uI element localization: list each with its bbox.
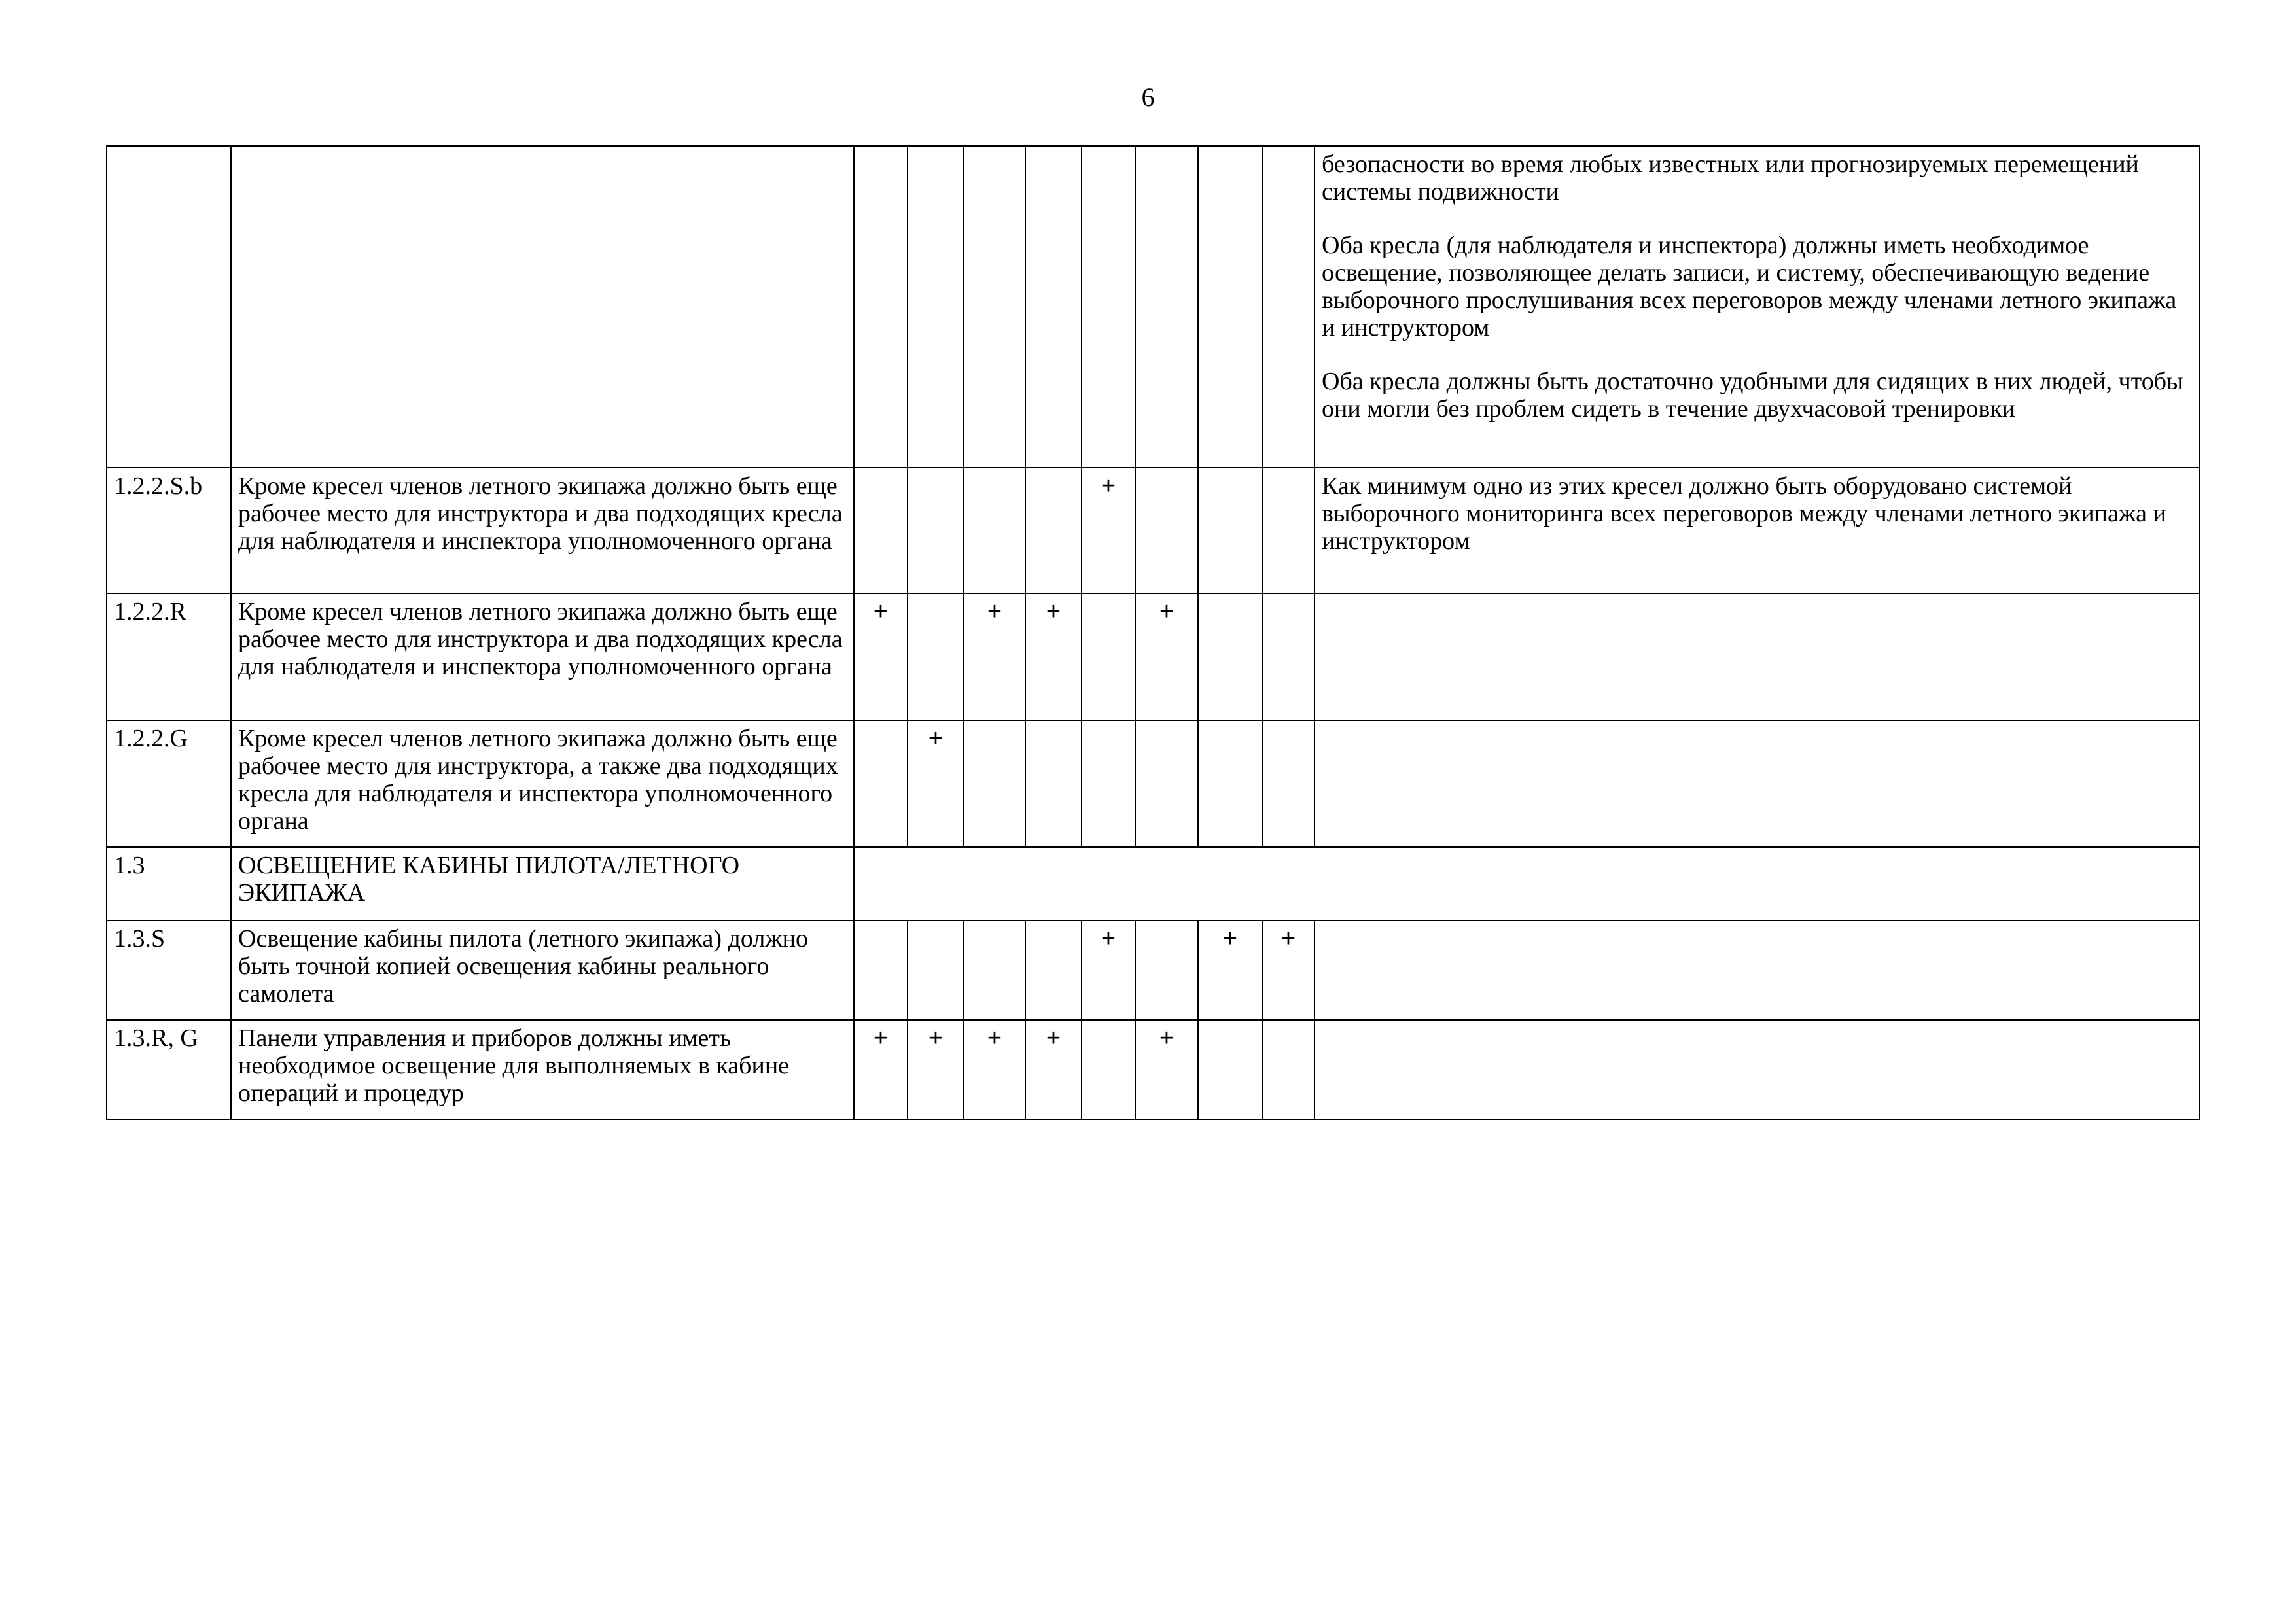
remark-paragraph: безопасности во время любых известных или прогнозируемых перемещений системы подвижности xyxy=(1322,150,2139,205)
remark-cell xyxy=(1315,720,2199,847)
code-cell: 1.2.2.S.b xyxy=(107,468,231,593)
section-row xyxy=(107,847,2199,920)
remark-cell xyxy=(1315,146,2199,468)
mark-cell xyxy=(1198,593,1262,720)
mark-cell xyxy=(854,146,908,468)
page-number: 6 xyxy=(1141,82,1155,112)
mark-cell: + xyxy=(1262,920,1315,1020)
section-title: ОСВЕЩЕНИЕ КАБИНЫ ПИЛОТА/ЛЕТНОГО ЭКИПАЖА xyxy=(231,847,854,920)
requirement-cell: Кроме кресел членов летного экипажа должно быть еще рабочее место для инструктора и два подходящих кресла для наблюдателя и инспектора уполномоченного органа xyxy=(231,468,854,593)
mark-cell xyxy=(1262,720,1315,847)
code-cell: 1.2.2.R xyxy=(107,593,231,720)
mark-cell xyxy=(1025,468,1082,593)
mark-cell: + xyxy=(1025,593,1082,720)
requirement-cell: Освещение кабины пилота (летного экипажа) должно быть точной копией освещения кабины реального самолета xyxy=(231,920,854,1020)
code-cell: 1.3 xyxy=(107,847,231,920)
mark-cell xyxy=(1135,920,1198,1020)
mark-cell: + xyxy=(964,593,1025,720)
table-row xyxy=(107,468,2199,593)
mark-cell xyxy=(964,920,1025,1020)
mark-cell xyxy=(908,146,964,468)
mark-cell xyxy=(1262,468,1315,593)
mark-cell: + xyxy=(908,1020,964,1119)
requirement-cell: Панели управления и приборов должны иметь необходимое освещение для выполняемых в кабине операций и процедур xyxy=(231,1020,854,1119)
table-row xyxy=(107,920,2199,1020)
mark-cell: + xyxy=(964,1020,1025,1119)
mark-cell xyxy=(1262,593,1315,720)
mark-cell xyxy=(1198,1020,1262,1119)
mark-cell xyxy=(1135,468,1198,593)
remark-cell xyxy=(1315,1020,2199,1119)
mark-cell: + xyxy=(854,1020,908,1119)
mark-cell xyxy=(1198,720,1262,847)
mark-cell xyxy=(1082,146,1135,468)
code-cell: 1.2.2.G xyxy=(107,720,231,847)
mark-cell xyxy=(854,720,908,847)
mark-cell xyxy=(1262,1020,1315,1119)
mark-cell xyxy=(1082,1020,1135,1119)
mark-cell xyxy=(854,920,908,1020)
mark-cell xyxy=(1082,720,1135,847)
mark-cell xyxy=(1198,468,1262,593)
mark-cell xyxy=(854,468,908,593)
mark-cell xyxy=(1135,146,1198,468)
mark-cell xyxy=(908,468,964,593)
mark-cell xyxy=(1025,920,1082,1020)
remark-paragraph: Оба кресла (для наблюдателя и инспектора) должны иметь необходимое освещение, позволяющее делать записи, и систему, обеспечивающую ведение выборочного прослушивания всех переговоров между членами летного экипажа и инструктором xyxy=(1322,232,2177,341)
mark-cell xyxy=(1262,146,1315,468)
table-row xyxy=(107,1020,2199,1119)
mark-cell xyxy=(1135,720,1198,847)
mark-cell: + xyxy=(1198,920,1262,1020)
mark-cell: + xyxy=(854,593,908,720)
mark-cell xyxy=(1025,146,1082,468)
mark-cell: + xyxy=(1135,593,1198,720)
table-row xyxy=(107,720,2199,847)
mark-cell xyxy=(964,720,1025,847)
mark-cell xyxy=(964,468,1025,593)
requirement-cell: Кроме кресел членов летного экипажа должно быть еще рабочее место для инструктора, а также два подходящих кресла для наблюдателя и инспектора уполномоченного органа xyxy=(231,720,854,847)
requirements-table xyxy=(106,145,2200,1120)
requirement-cell: Кроме кресел членов летного экипажа должно быть еще рабочее место для инструктора и два подходящих кресла для наблюдателя и инспектора уполномоченного органа xyxy=(231,593,854,720)
section-empty-cell xyxy=(854,847,2199,920)
remark-cell xyxy=(1315,920,2199,1020)
requirement-cell xyxy=(231,146,854,468)
mark-cell: + xyxy=(1135,1020,1198,1119)
code-cell xyxy=(107,146,231,468)
mark-cell xyxy=(1025,720,1082,847)
mark-cell xyxy=(908,920,964,1020)
code-cell: 1.3.R, G xyxy=(107,1020,231,1119)
mark-cell: + xyxy=(1082,468,1135,593)
mark-cell: + xyxy=(1025,1020,1082,1119)
remark-paragraph: Оба кресла должны быть достаточно удобными для сидящих в них людей, чтобы они могли без проблем сидеть в течение двухчасовой тренировки xyxy=(1322,368,2183,423)
mark-cell: + xyxy=(908,720,964,847)
mark-cell xyxy=(1082,593,1135,720)
mark-cell xyxy=(1198,146,1262,468)
mark-cell xyxy=(964,146,1025,468)
mark-cell xyxy=(908,593,964,720)
remark-cell xyxy=(1315,593,2199,720)
table-row-continuation xyxy=(107,146,2199,468)
code-cell: 1.3.S xyxy=(107,920,231,1020)
remark-cell: Как минимум одно из этих кресел должно быть оборудовано системой выборочного мониторинга всех переговоров между членами летного экипажа и инструктором xyxy=(1315,468,2199,593)
table-row xyxy=(107,593,2199,720)
mark-cell: + xyxy=(1082,920,1135,1020)
